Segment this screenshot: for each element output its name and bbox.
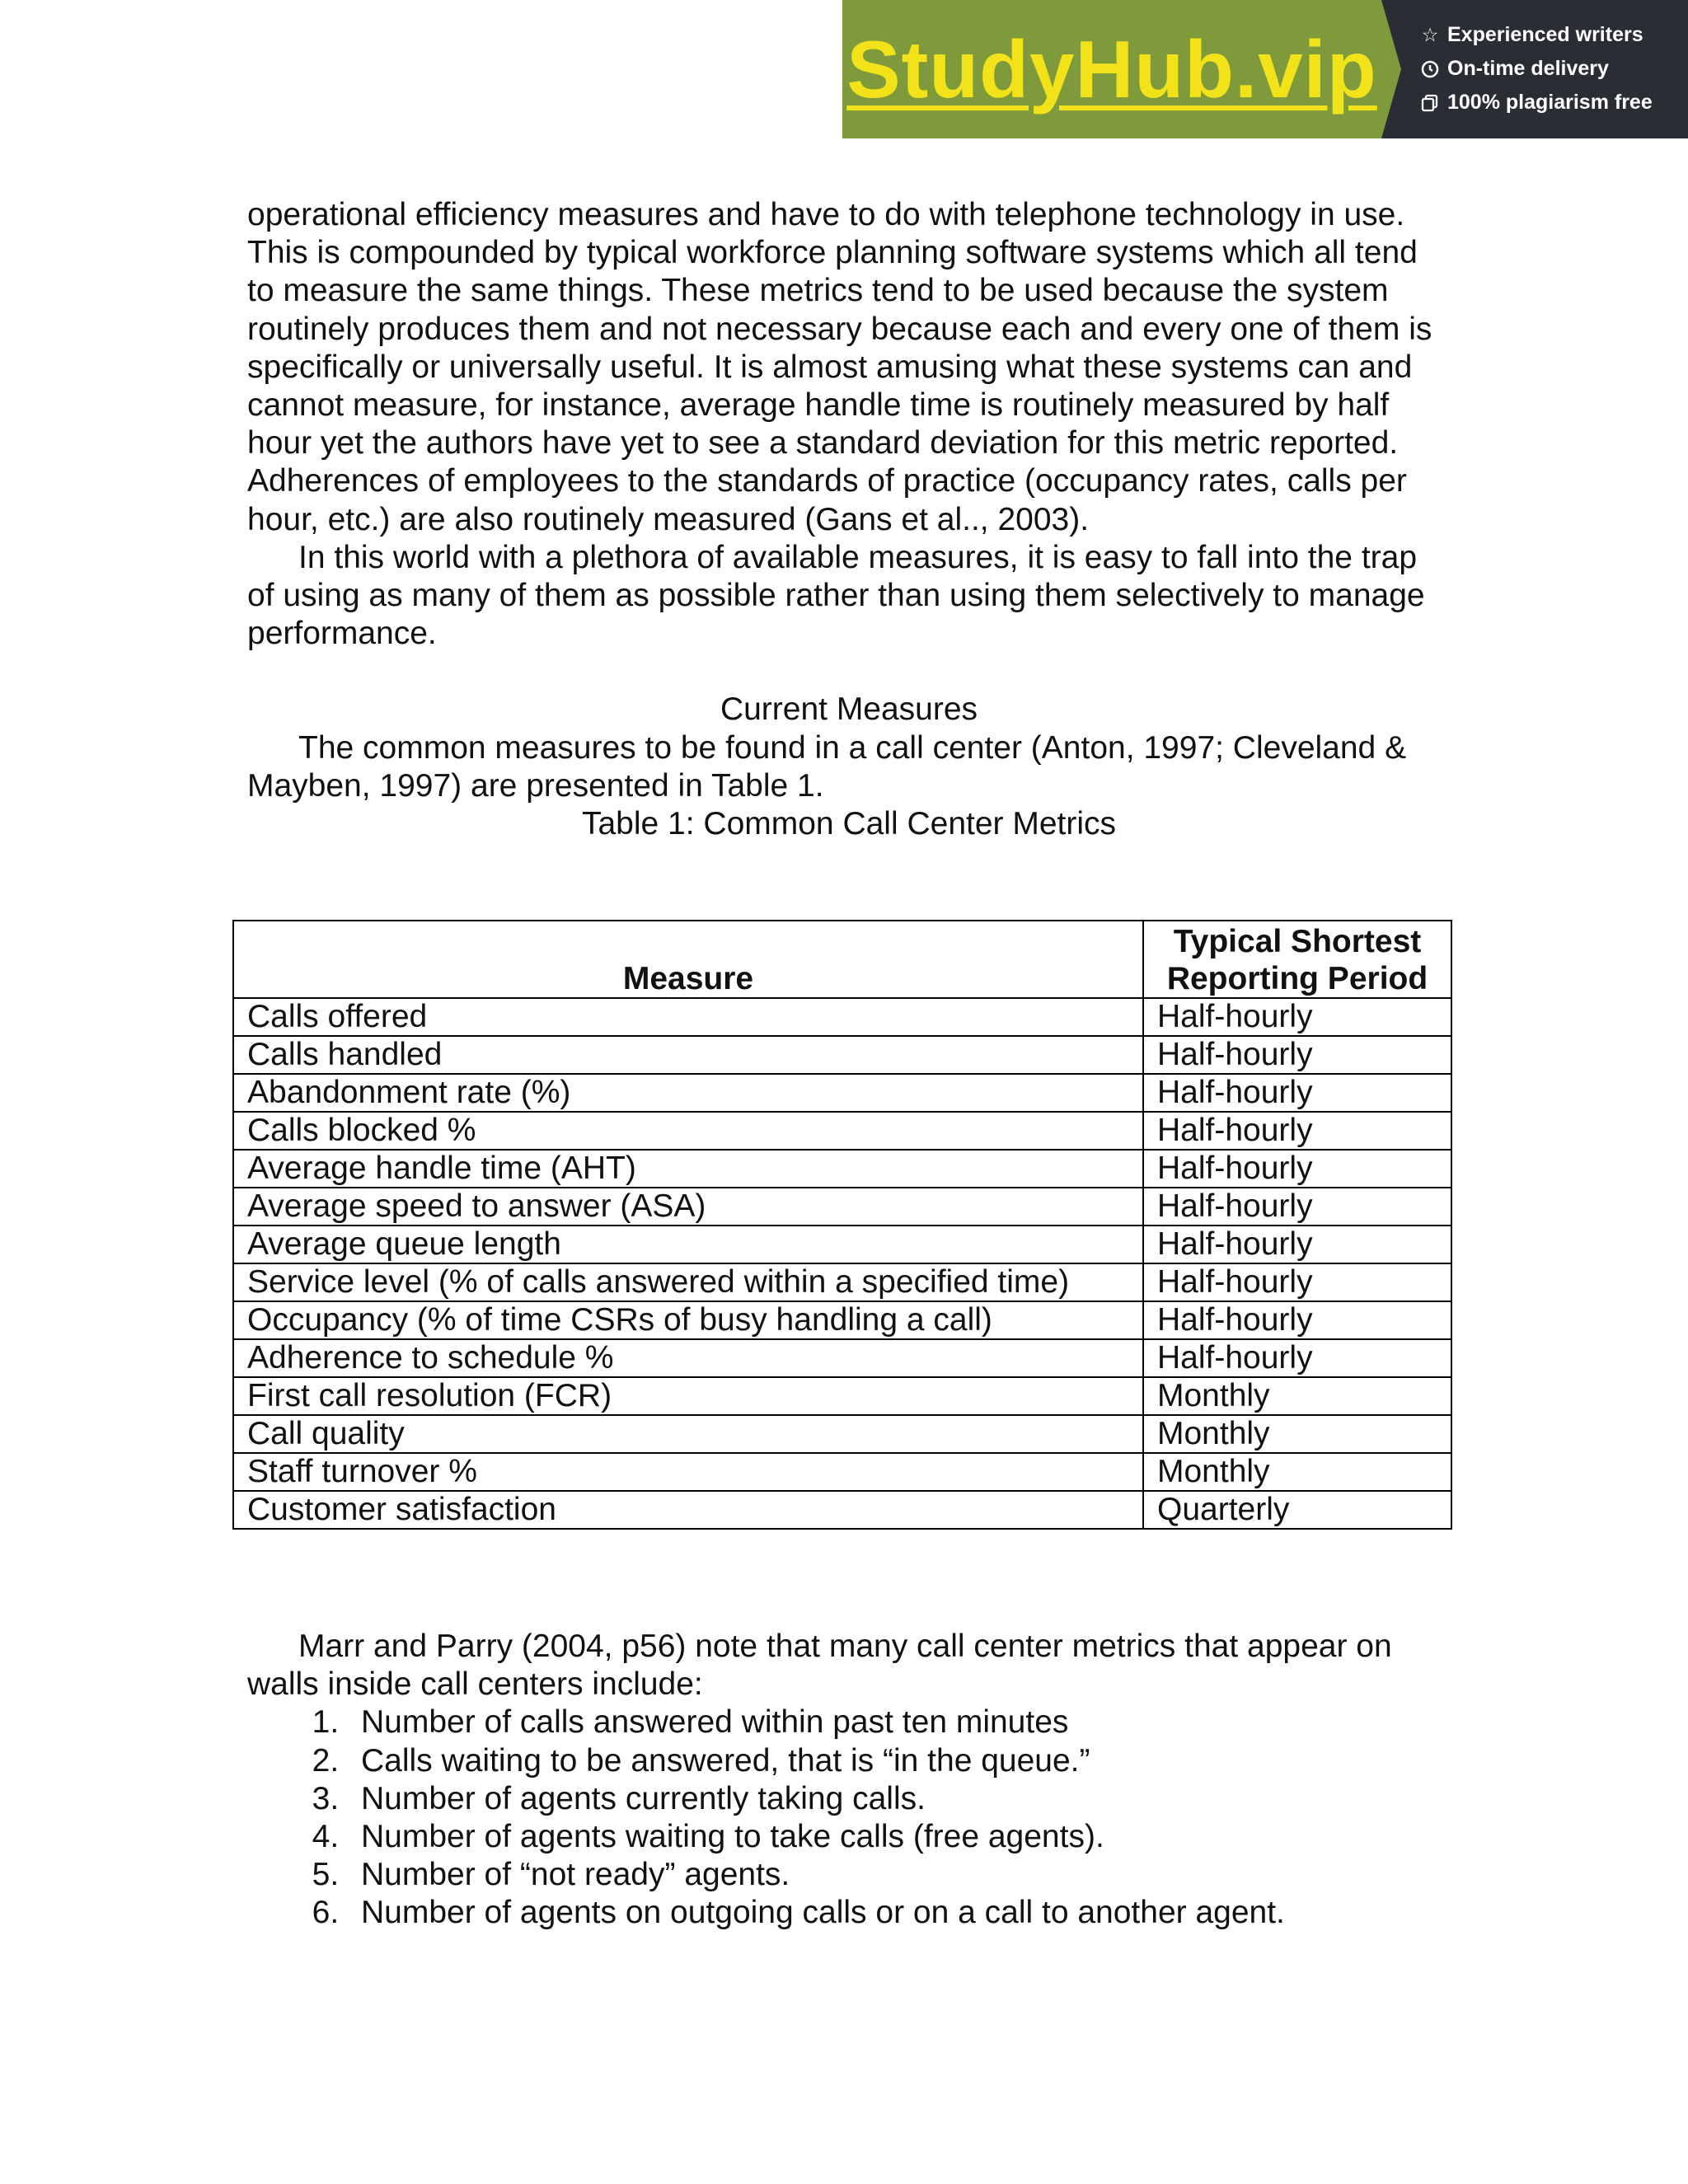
cell-measure: Average queue length — [233, 1226, 1143, 1263]
list-item: 5. Number of “not ready” agents. — [348, 1856, 1451, 1894]
star-icon: ☆ — [1421, 24, 1439, 45]
cell-period: Half-hourly — [1143, 1188, 1451, 1226]
metrics-table — [232, 920, 1452, 1530]
table-row — [233, 1377, 1451, 1415]
table-row — [233, 1112, 1451, 1150]
table-row — [233, 1150, 1451, 1188]
cell-measure: First call resolution (FCR) — [233, 1377, 1143, 1415]
studyhub-logo[interactable] — [842, 0, 1381, 138]
cell-measure: Calls offered — [233, 998, 1143, 1036]
table-row — [233, 1263, 1451, 1301]
cell-period: Half-hourly — [1143, 1150, 1451, 1188]
copy-icon — [1419, 92, 1441, 114]
banner-features — [1401, 0, 1688, 138]
table-row — [233, 1453, 1451, 1491]
cell-period: Half-hourly — [1143, 1112, 1451, 1150]
table-caption: Table 1: Common Call Center Metrics — [581, 806, 1117, 842]
header-measure: Measure — [233, 921, 1143, 998]
table-row — [233, 998, 1451, 1036]
banner-arrow-divider — [1381, 0, 1401, 138]
cell-period: Half-hourly — [1143, 1263, 1451, 1301]
cell-measure: Adherence to schedule % — [233, 1339, 1143, 1377]
cell-measure: Occupancy (% of time CSRs of busy handling a call) — [233, 1301, 1143, 1339]
table-row — [233, 1226, 1451, 1263]
cell-measure: Calls blocked % — [233, 1112, 1143, 1150]
list-item: 4. Number of agents waiting to take calls (free agents). — [348, 1818, 1451, 1856]
list-item: 6. Number of agents on outgoing calls or on a call to another agent. — [348, 1894, 1451, 1932]
document-body-lower — [247, 1628, 1451, 1933]
cell-period: Half-hourly — [1143, 1074, 1451, 1112]
feature-text: On-time delivery — [1447, 57, 1609, 80]
paragraph-marr-parry: Marr and Parry (2004, p56) note that many call center metrics that appear on walls inside call centers include: — [247, 1629, 1392, 1703]
wall-metrics-list — [247, 1704, 1451, 1932]
cell-period: Monthly — [1143, 1415, 1451, 1453]
table-row — [233, 1491, 1451, 1529]
cell-period: Monthly — [1143, 1453, 1451, 1491]
cell-period: Monthly — [1143, 1377, 1451, 1415]
cell-measure: Average speed to answer (ASA) — [233, 1188, 1143, 1226]
cell-measure: Calls handled — [233, 1036, 1143, 1074]
list-item: 1. Number of calls answered within past ten minutes — [348, 1704, 1451, 1741]
section-heading: Current Measures — [720, 691, 978, 728]
list-item: 2. Calls waiting to be answered, that is “in the queue.” — [348, 1742, 1451, 1780]
feature-text: Experienced writers — [1447, 23, 1643, 46]
table-row — [233, 1415, 1451, 1453]
feature-plagiarism-free — [1419, 86, 1688, 120]
document-body — [247, 196, 1451, 843]
table-row — [233, 1036, 1451, 1074]
cell-measure: Service level (% of calls answered within a specified time) — [233, 1263, 1143, 1301]
feature-on-time-delivery — [1419, 52, 1688, 86]
cell-measure: Call quality — [233, 1415, 1143, 1453]
table-row — [233, 1188, 1451, 1226]
list-item: 3. Number of agents currently taking calls. — [348, 1780, 1451, 1818]
paragraph-common-measures: The common measures to be found in a call center (Anton, 1997; Cleveland & Mayben, 1997) are presented in Table 1. — [247, 729, 1407, 804]
cell-measure: Staff turnover % — [233, 1453, 1143, 1491]
feature-text: 100% plagiarism free — [1447, 91, 1653, 114]
cell-measure: Average handle time (AHT) — [233, 1150, 1143, 1188]
table-row — [233, 1074, 1451, 1112]
header-reporting-period: Typical Shortest Reporting Period — [1143, 921, 1451, 998]
cell-period: Half-hourly — [1143, 1226, 1451, 1263]
cell-period: Half-hourly — [1143, 1036, 1451, 1074]
cell-period: Half-hourly — [1143, 998, 1451, 1036]
table-row — [233, 1339, 1451, 1377]
paragraph-plethora: In this world with a plethora of available measures, it is easy to fall into the trap of using as many of them as possible rather than using them selectively to manage performance. — [247, 539, 1425, 652]
logo-text: StudyHub.vip — [846, 23, 1377, 115]
cell-period: Half-hourly — [1143, 1339, 1451, 1377]
cell-measure: Abandonment rate (%) — [233, 1074, 1143, 1112]
table-header-row — [233, 921, 1451, 998]
studyhub-banner[interactable] — [842, 0, 1688, 138]
cell-period: Quarterly — [1143, 1491, 1451, 1529]
clock-icon — [1419, 59, 1441, 80]
paragraph-operational-efficiency: operational efficiency measures and have to do with telephone technology in use. This is compounded by typical workforce planning software systems which all tend to measure the same things. These metrics tend to be used because the system routinely produces them and not necessary because each and every one of them is specifically or universally useful. It is almost amusing what these systems can and cannot measure, for instance, average handle time is routinely measured by half hour yet the authors have yet to see a standard deviation for this metric reported. Adherences of employees to the standards of practice (occupancy rates, calls per hour, etc.) are also routinely measured (Gans et al.., 2003). — [247, 197, 1432, 537]
cell-measure: Customer satisfaction — [233, 1491, 1143, 1529]
cell-period: Half-hourly — [1143, 1301, 1451, 1339]
table-row — [233, 1301, 1451, 1339]
feature-experienced-writers — [1419, 18, 1688, 52]
